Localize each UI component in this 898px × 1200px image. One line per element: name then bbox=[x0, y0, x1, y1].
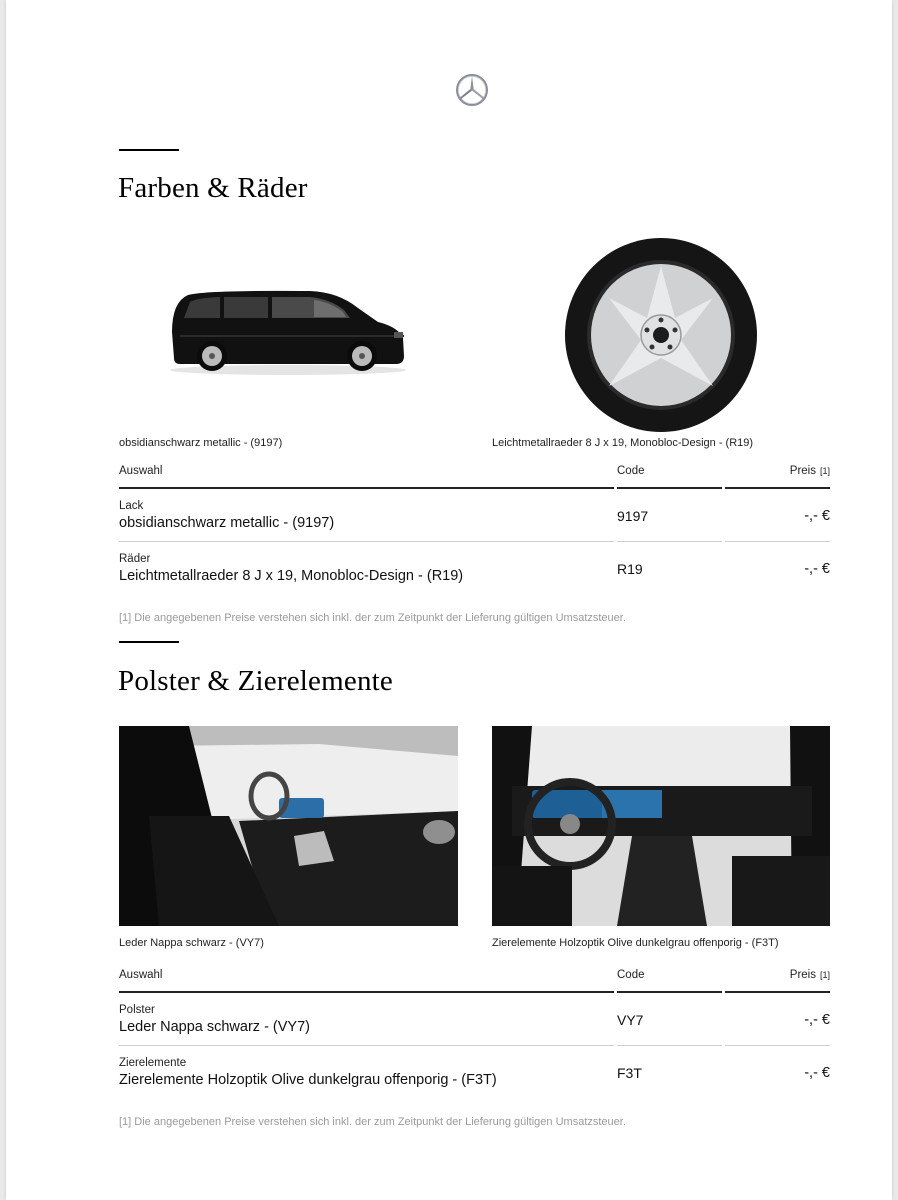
image-caption: Leder Nappa schwarz - (VY7) bbox=[119, 937, 264, 949]
column-header-code: Code bbox=[617, 969, 645, 981]
row-value: obsidianschwarz metallic - (9197) bbox=[119, 515, 335, 531]
row-code: 9197 bbox=[617, 508, 649, 524]
row-code: F3T bbox=[617, 1065, 642, 1081]
row-value: Leder Nappa schwarz - (VY7) bbox=[119, 1019, 310, 1035]
table-rule bbox=[119, 487, 614, 489]
table-rule bbox=[725, 1045, 830, 1046]
row-label: Lack bbox=[119, 500, 144, 512]
footnote-marker: [1] bbox=[819, 466, 830, 476]
row-label: Räder bbox=[119, 553, 151, 565]
row-price: -,- € bbox=[804, 561, 830, 577]
column-header-selection: Auswahl bbox=[119, 969, 163, 981]
section-divider bbox=[119, 641, 179, 643]
image-caption: obsidianschwarz metallic - (9197) bbox=[119, 437, 283, 449]
table-rule bbox=[725, 487, 830, 489]
mercedes-star-icon bbox=[455, 73, 489, 107]
row-code: VY7 bbox=[617, 1012, 644, 1028]
table-rule bbox=[119, 541, 614, 542]
table-rule bbox=[725, 541, 830, 542]
wheel-image bbox=[563, 236, 759, 434]
table-rule bbox=[725, 991, 830, 993]
image-caption: Zierelemente Holzoptik Olive dunkelgrau offenporig - (F3T) bbox=[492, 937, 779, 949]
footnote-marker: [1] bbox=[819, 970, 830, 980]
row-price: -,- € bbox=[804, 1012, 830, 1028]
table-rule bbox=[119, 991, 614, 993]
row-value: Zierelemente Holzoptik Olive dunkelgrau offenporig - (F3T) bbox=[119, 1072, 497, 1088]
row-label: Polster bbox=[119, 1004, 155, 1016]
price-footnote: [1] Die angegebenen Preise verstehen sich inkl. der zum Zeitpunkt der Lieferung gültigen Umsatzsteuer. bbox=[119, 1116, 626, 1128]
table-rule bbox=[617, 541, 722, 542]
table-rule bbox=[617, 991, 722, 993]
row-value: Leichtmetallraeder 8 J x 19, Monobloc-Design - (R19) bbox=[119, 568, 464, 584]
image-caption: Leichtmetallraeder 8 J x 19, Monobloc-Design - (R19) bbox=[492, 437, 754, 449]
section-title-polster: Polster & Zierelemente bbox=[118, 665, 393, 697]
interior-side-image bbox=[119, 726, 458, 926]
column-header-code: Code bbox=[617, 465, 645, 477]
row-price: -,- € bbox=[804, 508, 830, 524]
column-header-price: Preis [1] bbox=[789, 969, 830, 981]
van-image bbox=[160, 280, 420, 380]
section-divider bbox=[119, 149, 179, 151]
row-code: R19 bbox=[617, 561, 643, 577]
row-price: -,- € bbox=[804, 1065, 830, 1081]
price-footnote: [1] Die angegebenen Preise verstehen sich inkl. der zum Zeitpunkt der Lieferung gültigen Umsatzsteuer. bbox=[119, 612, 626, 624]
interior-cockpit-image bbox=[492, 726, 830, 926]
table-rule bbox=[617, 1045, 722, 1046]
section-title-farben: Farben & Räder bbox=[118, 172, 308, 204]
column-header-selection: Auswahl bbox=[119, 465, 163, 477]
table-rule bbox=[119, 1045, 614, 1046]
row-label: Zierelemente bbox=[119, 1057, 187, 1069]
table-rule bbox=[617, 487, 722, 489]
column-header-price: Preis [1] bbox=[789, 465, 830, 477]
